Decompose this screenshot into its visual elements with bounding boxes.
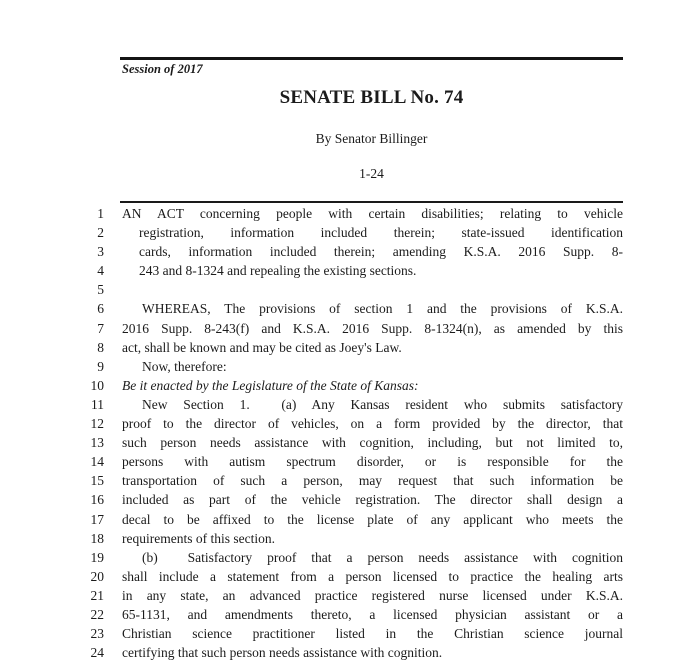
line-number: 23: [90, 626, 104, 642]
line-number: 17: [90, 511, 104, 527]
bill-line: [80, 414, 623, 433]
line-number: 6: [97, 301, 104, 317]
bill-line: [80, 624, 623, 643]
bill-line: [80, 319, 623, 338]
line-text: AN ACT concerning people with certain disabilities; relating to vehicle: [122, 206, 623, 221]
bill-line: [80, 433, 623, 452]
session-label: Session of 2017: [122, 62, 203, 76]
line-text: persons with autism spectrum disorder, or is responsible for the: [122, 454, 623, 470]
bill-lines: [80, 204, 623, 662]
line-number: 7: [97, 320, 104, 336]
line-text: (b) Satisfactory proof that a person needs assistance with cognition: [142, 549, 623, 565]
line-text: 65-1131, and amendments thereto, a licensed physician assistant or a: [122, 606, 623, 622]
bill-line: [80, 299, 623, 318]
bill-line: [80, 529, 623, 548]
line-text: shall include a statement from a person licensed to practice the healing arts: [122, 568, 623, 584]
header-divider-rule: [120, 201, 623, 203]
line-text: Be it enacted by the Legislature of the State of Kansas:: [122, 377, 419, 393]
line-number: 4: [97, 263, 104, 279]
line-text: 243 and 8-1324 and repealing the existing sections.: [139, 263, 417, 279]
line-text: [122, 280, 623, 299]
line-number: 10: [90, 377, 104, 393]
line-text: decal to be affixed to the license plate of any applicant who meets the: [122, 511, 623, 527]
line-number: 24: [90, 645, 104, 661]
bill-line: [80, 242, 623, 261]
bill-line: [80, 605, 623, 624]
bill-line: [80, 395, 623, 414]
line-number: 22: [90, 606, 104, 622]
bill-line: [80, 548, 623, 567]
line-number: 5: [97, 282, 104, 298]
bill-line: [80, 567, 623, 586]
line-number: 18: [90, 530, 104, 546]
bill-title: SENATE BILL No. 74: [279, 87, 464, 108]
line-number: 2: [97, 225, 104, 241]
bill-line: [80, 261, 623, 280]
bill-line: [80, 280, 623, 299]
line-number: 13: [90, 435, 104, 451]
line-number: 21: [90, 587, 104, 603]
bill-line: [80, 338, 623, 357]
line-number: 19: [90, 549, 104, 565]
bill-line: [80, 452, 623, 471]
line-number: 3: [97, 244, 104, 260]
bill-byline: By Senator Billinger: [315, 131, 428, 146]
line-number: 14: [90, 454, 104, 470]
line-text: registration, information included therein; state-issued identification: [139, 225, 623, 241]
bill-line: [80, 357, 623, 376]
line-number: 16: [90, 492, 104, 508]
line-text: 2016 Supp. 8-243(f) and K.S.A. 2016 Supp. 8-1324(n), as amended by this: [122, 320, 623, 336]
line-number: 20: [90, 568, 104, 584]
bill-line: [80, 223, 623, 242]
bill-line: [80, 643, 623, 662]
line-text: WHEREAS, The provisions of section 1 and the provisions of K.S.A.: [142, 301, 623, 317]
line-number: 11: [91, 396, 104, 412]
line-text: included as part of the vehicle registration. The director shall design a: [122, 492, 623, 508]
bill-line: [80, 586, 623, 605]
line-text: proof to the director of vehicles, on a form provided by the director, that: [122, 416, 623, 432]
line-number: 12: [90, 416, 104, 432]
line-text: in any state, an advanced practice registered nurse licensed under K.S.A.: [122, 587, 623, 603]
line-text: Now, therefore:: [142, 358, 227, 374]
line-text: act, shall be known and may be cited as Joey's Law.: [122, 339, 402, 355]
line-text: such person needs assistance with cognition, including, but not limited to,: [122, 435, 623, 451]
line-text: cards, information included therein; amending K.S.A. 2016 Supp. 8-: [139, 244, 623, 260]
bill-line: [80, 471, 623, 490]
line-number: 8: [97, 339, 104, 355]
line-text: requirements of this section.: [122, 530, 275, 546]
line-text: Christian science practitioner listed in the Christian science journal: [122, 626, 623, 642]
line-number: 1: [97, 206, 104, 221]
bill-line: [80, 510, 623, 529]
bill-line: [80, 490, 623, 509]
line-text: New Section 1. (a) Any Kansas resident who submits satisfactory: [142, 396, 623, 412]
bill-line: [80, 376, 623, 395]
line-number: 15: [90, 473, 104, 489]
bill-date: 1-24: [359, 166, 384, 181]
bill-line: [80, 204, 623, 223]
line-text: transportation of such a person, may request that such information be: [122, 473, 623, 489]
line-text: certifying that such person needs assistance with cognition.: [122, 645, 443, 661]
line-number: 9: [97, 358, 104, 374]
top-rule: [120, 57, 623, 60]
